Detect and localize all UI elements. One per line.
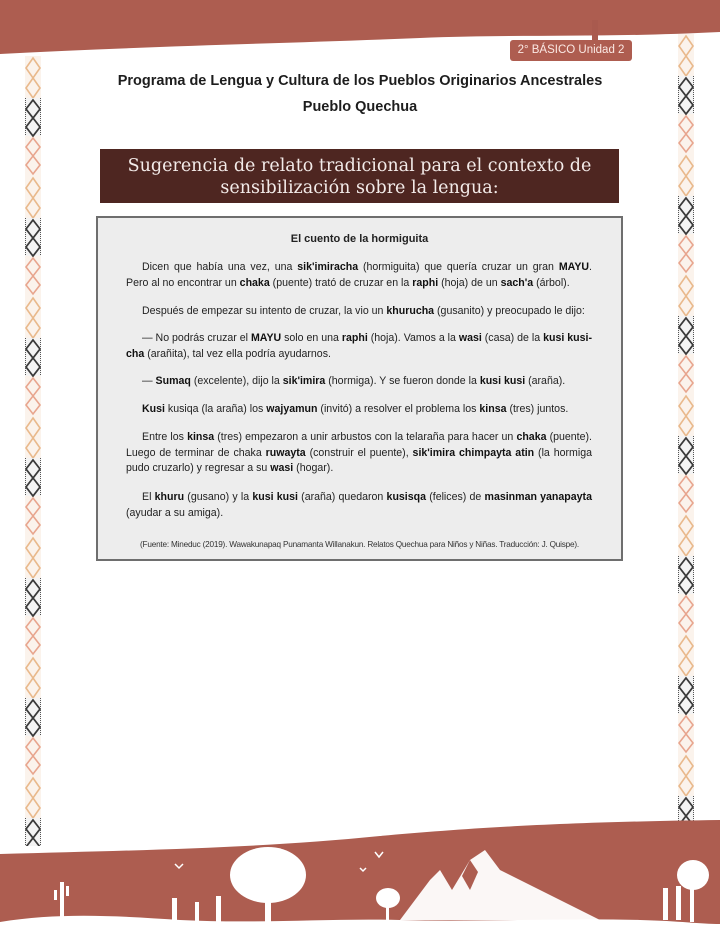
story-paragraph	[126, 331, 592, 362]
story-text: (puente). Luego de terminar de chaka	[126, 431, 592, 459]
story-text: (araña).	[525, 375, 566, 387]
quechua-term: kusi kusi	[479, 375, 526, 387]
quechua-term: sik'imiracha	[297, 261, 359, 273]
story-text: (árbol).	[533, 276, 570, 289]
story-text: (hormiga). Y se fueron donde la	[325, 375, 480, 387]
story-text: Dicen que había una vez, una	[142, 261, 298, 273]
quechua-term: ruwayta	[265, 446, 306, 459]
story-source-citation: (Fuente: Mineduc (2019). Wawakunapaq Punamanta Willanakun. Relatos Quechua para Niños y Niñas. Traducción: J. Quispe).	[140, 540, 579, 549]
quechua-term: sik'imira	[282, 375, 326, 387]
story-text: . Pero al no encontrar un	[126, 261, 592, 289]
program-title: Programa de Lengua y Cultura de los Pueblos Originarios Ancestrales	[117, 73, 603, 89]
story-text: (hormiguita) que quería cruzar un gran	[358, 261, 559, 273]
quechua-term: kinsa	[479, 403, 507, 415]
quechua-term: sach'a	[500, 276, 534, 289]
story-text: Entre los	[142, 431, 188, 443]
people-title: Pueblo Quechua	[302, 99, 418, 115]
quechua-term: chaka	[239, 276, 270, 289]
story-text: (hoja). Vamos a la	[367, 332, 459, 344]
story-text: (hogar).	[293, 462, 334, 475]
story-text: (tres) juntos.	[506, 403, 569, 415]
story-box	[96, 216, 623, 561]
quechua-term: wasi	[270, 462, 294, 475]
quechua-term: khurucha	[386, 305, 435, 317]
quechua-term: sik'imira chimpayta atin	[412, 446, 535, 459]
story-text: El	[142, 491, 155, 503]
quechua-term: MAYU	[250, 332, 282, 344]
story-paragraph	[126, 430, 592, 477]
quechua-term: MAYU	[558, 261, 590, 273]
quechua-term: Sumaq	[155, 375, 191, 387]
right-weave-border-icon	[678, 34, 694, 824]
story-text: (invitó) a resolver el problema los	[317, 403, 480, 415]
quechua-term: chaka	[516, 431, 547, 443]
story-text: (puente) trató de cruzar en la	[269, 276, 413, 289]
story-paragraph	[126, 490, 592, 521]
story-text: (arañita), tal vez ella podría ayudarnos.	[144, 347, 331, 360]
story-text: Después de empezar su intento de cruzar, la vio un	[142, 305, 387, 317]
quechua-term: wasi	[458, 332, 482, 344]
story-text: (gusanito) y preocupado le dijo:	[434, 305, 585, 317]
story-text: (hoja) de un	[438, 276, 501, 289]
story-text: (gusano) y la	[184, 491, 253, 503]
story-title: El cuento de la hormiguita	[290, 233, 429, 245]
story-text: —	[142, 375, 156, 387]
story-paragraph	[126, 374, 592, 390]
landscape-silhouette-illustration	[0, 820, 720, 932]
section-banner	[100, 149, 619, 203]
story-text: (la hormiga pudo cruzarlo) y regresar a su	[126, 446, 592, 475]
quechua-term: kusi kusi-cha	[126, 332, 592, 360]
story-text: (casa) de la	[481, 332, 544, 344]
story-text: — No podrás cruzar el	[142, 332, 251, 344]
quechua-term: kinsa	[187, 431, 215, 443]
story-text: (excelente), dijo la	[190, 375, 283, 387]
story-text: solo en una	[281, 332, 342, 344]
story-text: (construir el puente),	[305, 446, 413, 459]
story-text: (araña) quedaron	[297, 491, 387, 503]
story-text: (felices) de	[426, 491, 485, 503]
quechua-term: wajyamun	[266, 403, 318, 415]
quechua-term: khuru	[154, 491, 185, 503]
story-paragraph	[126, 402, 592, 418]
quechua-term: kusi kusi	[252, 491, 298, 503]
story-paragraph	[126, 260, 592, 291]
story-text: (tres) empezaron a unir arbustos con la telaraña para hacer un	[214, 431, 517, 443]
quechua-term: raphi	[341, 332, 368, 344]
badge-connector	[592, 20, 598, 42]
banner-line-2: sensibilización sobre la lengua:	[220, 178, 499, 198]
banner-line-1: Sugerencia de relato tradicional para el contexto de	[127, 156, 592, 176]
story-paragraph	[126, 304, 592, 320]
quechua-term: Kusi	[142, 403, 165, 415]
grade-unit-badge: 2° BÁSICO Unidad 2	[510, 40, 632, 61]
quechua-term: kusisqa	[386, 491, 426, 503]
quechua-term: masinman yanapayta	[484, 491, 592, 503]
quechua-term: raphi	[412, 276, 439, 289]
left-weave-border-icon	[25, 56, 41, 846]
story-text: (ayudar a su amiga).	[126, 506, 224, 519]
story-text: kusiqa (la araña) los	[164, 403, 267, 415]
